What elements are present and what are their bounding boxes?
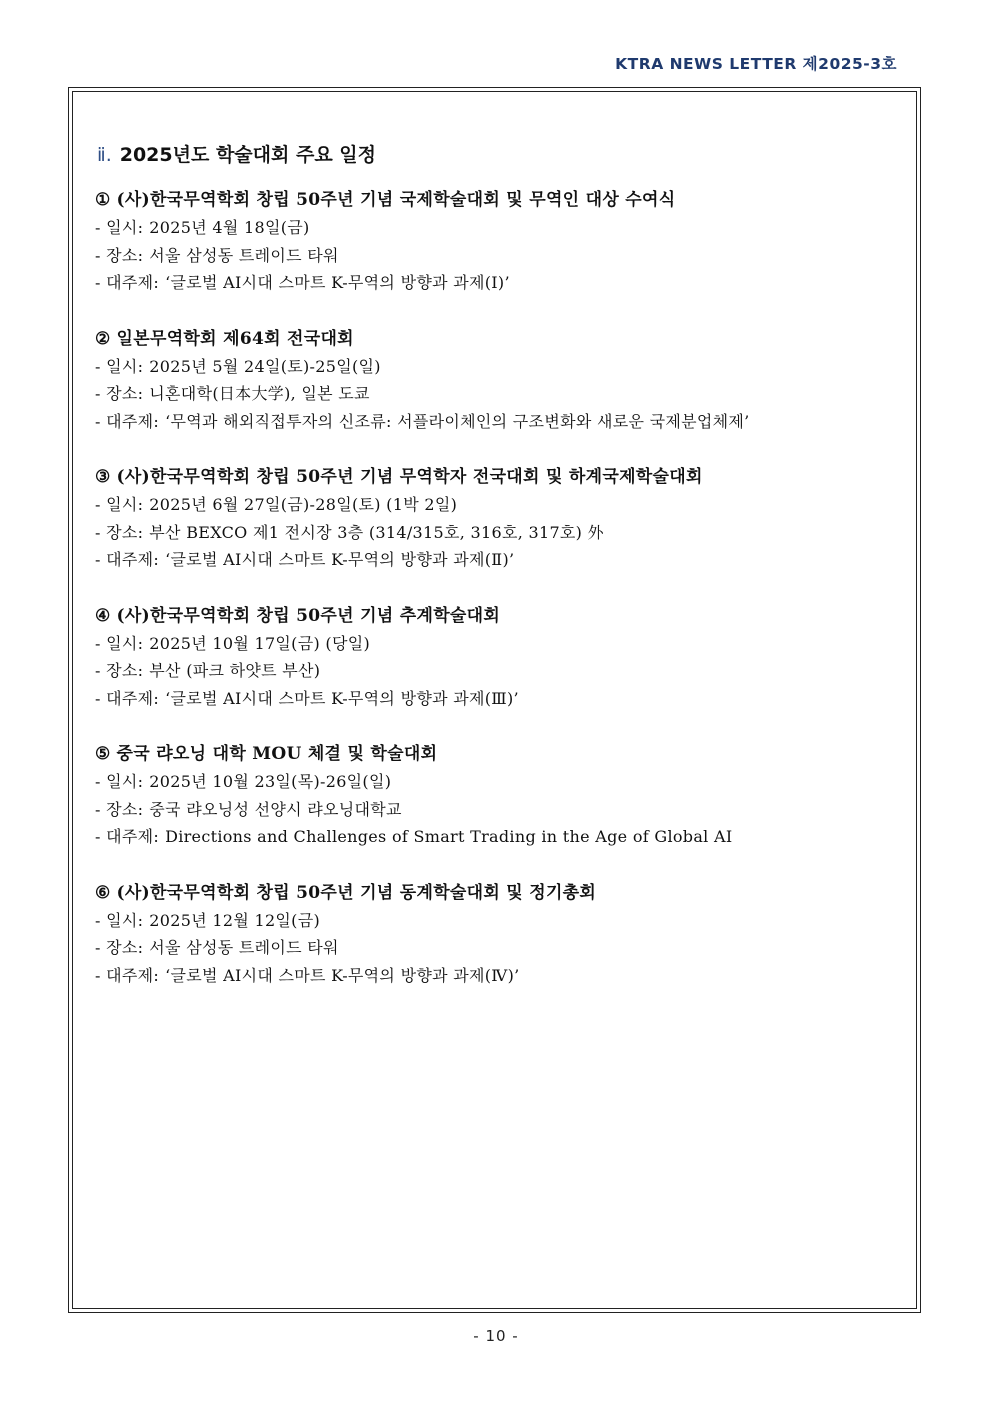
date-label: - 일시: [95,633,144,653]
event-number: ② [95,328,111,349]
venue-label: - 장소: [95,661,144,680]
event-item [95,879,895,990]
date-value: 2025년 10월 17일(금) (당일) [149,633,370,653]
date-value: 2025년 5월 24일(토)-25일(일) [149,356,381,376]
event-item [95,325,895,436]
venue-value: 중국 랴오닝성 선양시 랴오닝대학교 [149,799,402,819]
date-label: - 일시: [95,495,144,514]
event-venue [95,657,895,685]
event-title [95,879,895,907]
event-venue [95,519,895,547]
event-theme [95,962,895,990]
event-title [95,602,895,630]
theme-label: - 대주제: [95,550,160,569]
event-number: ④ [95,605,111,626]
event-venue [95,934,895,962]
venue-value: 니혼대학(日本大学), 일본 도쿄 [149,384,370,403]
event-date [95,353,895,381]
theme-value: ‘무역과 해외직접투자의 신조류: 서플라이체인의 구조변화와 새로운 국제분업체제’ [165,411,750,431]
event-theme [95,685,895,713]
event-date [95,214,895,242]
date-value: 2025년 6월 27일(금)-28일(토) (1박 2일) [149,495,458,514]
date-label: - 일시: [95,772,144,791]
theme-value: ‘글로벌 AI시대 스마트 K-무역의 방향과 과제(Ⅲ)’ [165,688,519,708]
event-date [95,907,895,935]
page-number: - 10 - [473,1327,519,1345]
event-title-text: (사)한국무역학회 창립 50주년 기념 동계학술대회 및 정기총회 [116,882,597,903]
theme-value: ‘글로벌 AI시대 스마트 K-무역의 방향과 과제(Ⅱ)’ [165,550,515,569]
theme-label: - 대주제: [95,273,160,292]
event-title [95,325,895,353]
venue-label: - 장소: [95,522,144,542]
section-heading [97,140,376,167]
event-title [95,463,895,491]
venue-label: - 장소: [95,799,144,819]
event-title-text: (사)한국무역학회 창립 50주년 기념 무역학자 전국대회 및 하계국제학술대회 [116,467,703,487]
date-value: 2025년 4월 18일(금) [149,218,310,237]
date-label: - 일시: [95,218,144,237]
venue-value: 부산 BEXCO 제1 전시장 3층 (314/315호, 316호, 317호) 外 [149,522,604,542]
venue-value: 서울 삼성동 트레이드 타워 [149,245,339,265]
event-title-text: (사)한국무역학회 창립 50주년 기념 국제학술대회 및 무역인 대상 수여식 [116,190,676,210]
event-theme [95,269,895,297]
venue-label: - 장소: [95,384,144,403]
event-venue [95,796,895,824]
event-list [95,186,895,1017]
theme-label: - 대주제: [95,827,160,846]
event-item [95,740,895,851]
venue-label: - 장소: [95,938,144,957]
event-venue [95,242,895,270]
event-title-text: 일본무역학회 제64회 전국대회 [116,328,354,349]
theme-value: ‘글로벌 AI시대 스마트 K-무역의 방향과 과제(Ⅳ)’ [165,965,520,985]
event-venue [95,380,895,408]
event-date [95,491,895,519]
theme-value: Directions and Challenges of Smart Trading in the Age of Global AI [165,827,733,846]
date-label: - 일시: [95,356,144,376]
venue-label: - 장소: [95,245,144,265]
event-date [95,768,895,796]
venue-value: 부산 (파크 하얏트 부산) [149,661,321,680]
section-roman-numeral: ⅱ. [97,144,112,166]
theme-label: - 대주제: [95,688,160,708]
event-number: ⑥ [95,882,111,903]
event-theme [95,546,895,574]
event-number: ⑤ [95,744,111,764]
theme-label: - 대주제: [95,965,160,985]
event-item [95,186,895,297]
event-date [95,630,895,658]
event-title-text: (사)한국무역학회 창립 50주년 기념 추계학술대회 [116,605,501,626]
venue-value: 서울 삼성동 트레이드 타워 [149,938,339,957]
date-value: 2025년 10월 23일(목)-26일(일) [149,772,392,791]
event-title [95,740,895,768]
event-theme [95,823,895,851]
event-item [95,602,895,713]
date-label: - 일시: [95,910,144,930]
event-number: ③ [95,467,111,487]
event-theme [95,408,895,436]
date-value: 2025년 12월 12일(금) [149,910,321,930]
event-number: ① [95,190,111,210]
newsletter-header: KTRA NEWS LETTER 제2025-3호 [615,55,897,73]
section-title: 2025년도 학술대회 주요 일정 [119,144,376,166]
theme-value: ‘글로벌 AI시대 스마트 K-무역의 방향과 과제(Ⅰ)’ [165,273,510,292]
event-title-text: 중국 랴오닝 대학 MOU 체결 및 학술대회 [116,744,438,764]
event-title [95,186,895,214]
event-item [95,463,895,574]
theme-label: - 대주제: [95,411,160,431]
